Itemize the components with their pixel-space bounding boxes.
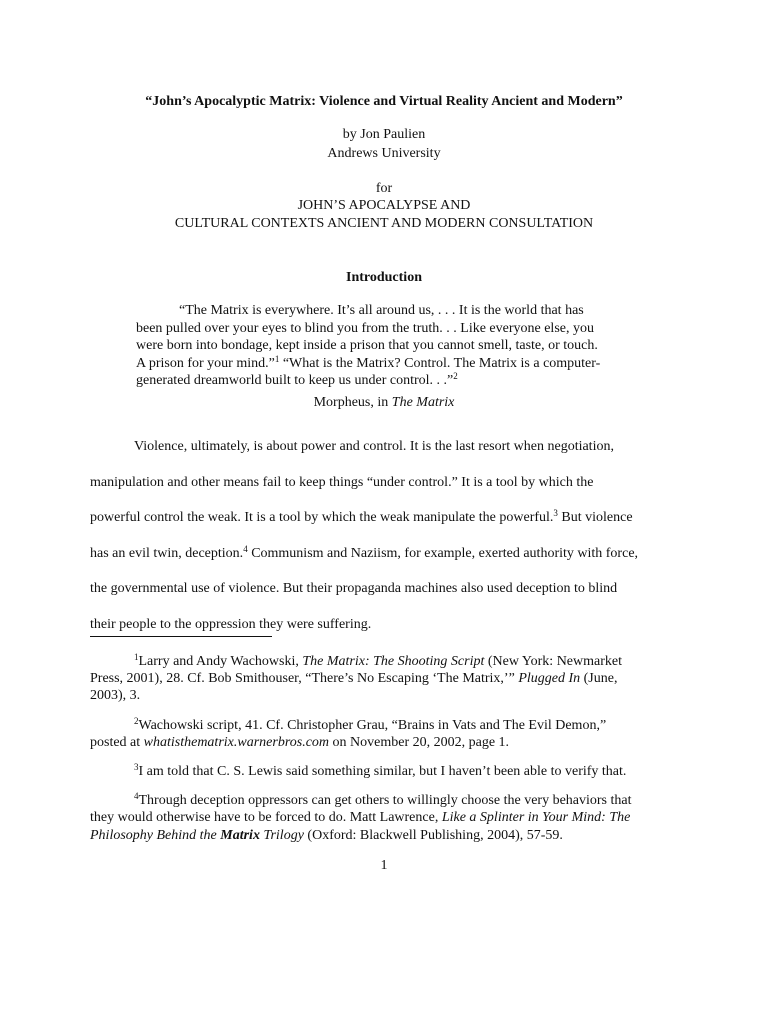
attribution-text: Morpheus, in (313, 395, 392, 410)
footnote-italic: Philosophy Behind the (90, 827, 221, 843)
venue-line-1: JOHN’S APOCALYPSE AND (297, 198, 471, 213)
epigraph-line: “The Matrix is everywhere. It’s all around us, . . . It is the world that has (179, 303, 584, 318)
footnote-ref-4: 4 (243, 543, 248, 554)
epigraph-line: been pulled over your eyes to blind you from the truth. . . Like everyone else, you (136, 320, 594, 336)
footnote-italic: whatisthematrix.warnerbros.com (143, 734, 330, 750)
footnote-3 (90, 763, 680, 780)
footnote-number: 2 (134, 715, 139, 726)
footnote-separator (90, 636, 272, 637)
footnote-bold-italic: Matrix (220, 827, 260, 843)
epigraph-quote (136, 302, 636, 390)
footnote-text: Press, 2001), 28. Cf. Bob Smithouser, “There’s No Escaping ‘The Matrix,’” (90, 671, 519, 687)
footnote-text: (Oxford: Blackwell Publishing, 2004), 57-59. (303, 827, 563, 843)
footnote-line (90, 809, 680, 826)
page-number: 1 (380, 858, 388, 873)
body-text: powerful control the weak. It is a tool by which the weak manipulate the powerful. (90, 510, 554, 526)
footnotes (90, 653, 680, 856)
body-line (90, 536, 680, 572)
attribution-work: The Matrix (391, 395, 455, 410)
epigraph-text: generated dreamworld built to keep us under control. . .” (136, 373, 454, 388)
footnote-text: Through deception oppressors can get others to willingly choose the very behaviors that (138, 793, 632, 809)
footnote-number: 3 (134, 762, 139, 773)
footnote-line (90, 670, 680, 687)
epigraph-line: were born into bondage, kept inside a prison that you cannot smell, taste, or touch. (136, 338, 598, 353)
venue-line-2: CULTURAL CONTEXTS ANCIENT AND MODERN CONSULTATION (174, 216, 594, 231)
footnote-text: on November 20, 2002, page 1. (329, 734, 510, 750)
footnote-line (90, 827, 680, 844)
paper-title: “John’s Apocalyptic Matrix: Violence and Virtual Reality Ancient and Modern” (145, 94, 623, 109)
epigraph-line (136, 355, 636, 373)
epigraph-attribution (0, 394, 768, 411)
footnote-text: posted at (90, 734, 144, 750)
footnote-text: (June, (580, 671, 618, 687)
body-line: their people to the oppression they were suffering. (90, 616, 372, 632)
body-line (90, 500, 680, 536)
section-heading: Introduction (346, 270, 422, 285)
footnote-text: (New York: Newmarket (484, 654, 623, 669)
footnote-italic: Trilogy (259, 827, 304, 843)
footnote-text: I am told that C. S. Lewis said something similar, but I haven’t been able to verify that. (138, 764, 627, 780)
footnote-line (90, 717, 680, 734)
affiliation-line: Andrews University (327, 146, 441, 161)
body-text: has an evil twin, deception. (90, 545, 244, 561)
footnote-line (90, 792, 680, 809)
footnote-italic: Like a Splinter in Your Mind: The (441, 810, 631, 826)
footnote-2 (90, 717, 680, 751)
footnote-line (90, 653, 680, 670)
epigraph-line (136, 372, 636, 390)
footnote-ref-3: 3 (553, 508, 558, 519)
footnote-number: 1 (134, 652, 139, 662)
epigraph-text: “What is the Matrix? Control. The Matrix is a computer- (279, 355, 601, 371)
footnote-ref-2: 2 (453, 371, 458, 381)
venue-for: for (375, 181, 393, 196)
footnote-line (90, 734, 680, 751)
footnote-italic: The Matrix: The Shooting Script (302, 654, 485, 669)
body-paragraph (90, 429, 680, 643)
footnote-number: 4 (134, 791, 139, 802)
footnote-line: 2003), 3. (90, 688, 141, 704)
body-line: manipulation and other means fail to keep things “under control.” It is a tool by which the (90, 474, 594, 490)
footnote-text: Wachowski script, 41. Cf. Christopher Grau, “Brains in Vats and The Evil Demon,” (138, 717, 607, 733)
epigraph-text: A prison for your mind.” (136, 355, 275, 371)
body-line: the governmental use of violence. But their propaganda machines also used deception to blind (90, 581, 618, 597)
footnote-text: they would otherwise have to be forced to do. Matt Lawrence, (90, 810, 442, 826)
footnote-ref-1: 1 (274, 353, 280, 364)
footnote-line (90, 763, 680, 780)
body-text: Communism and Naziism, for example, exerted authority with force, (247, 545, 639, 561)
footnote-text: Larry and Andy Wachowski, (138, 654, 303, 669)
footnote-1 (90, 653, 680, 705)
footnote-italic: Plugged In (518, 671, 581, 687)
body-line: Violence, ultimately, is about power and control. It is the last resort when negotiation, (134, 439, 614, 454)
author-line: by Jon Paulien (342, 127, 426, 142)
footnote-4 (90, 792, 680, 844)
body-text: But violence (557, 510, 633, 526)
